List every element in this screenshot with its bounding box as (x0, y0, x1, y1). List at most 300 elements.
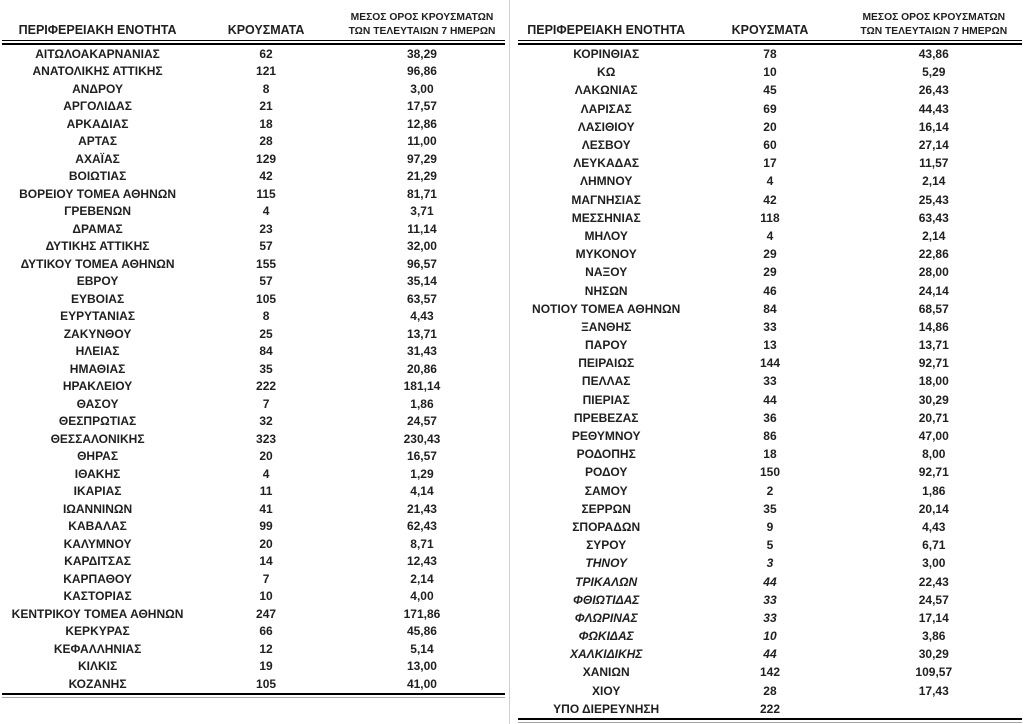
cases-cell: 155 (256, 256, 277, 271)
avg-cell: 96,57 (406, 256, 437, 271)
avg-cell: 45,86 (406, 624, 437, 639)
table-row (2, 395, 505, 413)
avg-cell: 4,00 (410, 589, 434, 604)
avg-cell: 21,43 (406, 501, 437, 516)
avg-cell: 62,43 (406, 519, 437, 534)
table-row (2, 255, 505, 273)
region-cell: ΕΥΡΥΤΑΝΙΑΣ (60, 309, 136, 324)
cases-cell: 10 (763, 65, 777, 80)
region-cell: ΙΩΑΝΝΙΝΩΝ (62, 501, 133, 516)
table-row (518, 100, 1022, 118)
table-row (518, 536, 1022, 554)
column-header-cases: ΚΡΟΥΣΜΑΤΑ (227, 23, 305, 38)
cases-cell: 86 (763, 429, 777, 444)
region-cell: ΦΩΚΙΔΑΣ (578, 629, 634, 644)
region-cell: ΜΗΛΟΥ (584, 228, 628, 243)
cases-cell: 19 (259, 659, 273, 674)
table-row (518, 391, 1022, 409)
table-row (518, 336, 1022, 354)
region-cell: ΚΑΛΥΜΝΟΥ (63, 536, 132, 551)
table-row (518, 409, 1022, 427)
region-cell: ΛΑΚΩΝΙΑΣ (574, 83, 638, 98)
cases-cell: 10 (259, 589, 273, 604)
cases-cell: 45 (763, 83, 777, 98)
cases-cell: 105 (256, 291, 277, 306)
table-row (518, 554, 1022, 572)
avg-cell: 12,43 (406, 554, 437, 569)
table-row (2, 623, 505, 641)
avg-cell: 32,00 (406, 239, 437, 254)
avg-cell: 12,86 (406, 116, 437, 131)
avg-cell: 30,29 (918, 392, 949, 407)
table-row (518, 372, 1022, 390)
region-cell: ΚΩ (597, 65, 616, 80)
region-cell: ΠΕΛΛΑΣ (581, 374, 631, 389)
cases-cell: 66 (259, 624, 273, 639)
region-cell: ΜΑΓΝΗΣΙΑΣ (571, 192, 641, 207)
table-row (518, 700, 1022, 718)
region-cell: ΛΕΣΒΟΥ (581, 138, 631, 153)
region-cell: ΒΟΡΕΙΟΥ ΤΟΜΕΑ ΑΘΗΝΩΝ (19, 186, 177, 201)
cases-cell: 36 (763, 410, 777, 425)
region-cell: ΔΥΤΙΚΗΣ ΑΤΤΙΚΗΣ (45, 239, 150, 254)
cases-cell: 323 (256, 431, 277, 446)
avg-cell: 92,71 (918, 356, 949, 371)
avg-cell: 20,71 (918, 410, 949, 425)
cases-cell: 44 (763, 574, 777, 589)
table-row (2, 675, 505, 693)
table-row (2, 45, 505, 63)
cases-cell: 41 (259, 501, 273, 516)
cases-cell: 35 (259, 361, 273, 376)
cases-cell: 10 (763, 629, 777, 644)
table-row (2, 553, 505, 571)
avg-cell: 2,14 (922, 174, 946, 189)
region-cell: ΝΑΞΟΥ (585, 265, 628, 280)
avg-cell: 25,43 (918, 192, 949, 207)
avg-cell: 16,57 (406, 449, 437, 464)
region-cell: ΒΟΙΩΤΙΑΣ (68, 169, 127, 184)
avg-cell: 2,14 (410, 571, 434, 586)
cases-cell: 60 (763, 138, 777, 153)
table-row (518, 318, 1022, 336)
region-cell: ΠΡΕΒΕΖΑΣ (573, 410, 639, 425)
region-cell: ΓΡΕΒΕΝΩΝ (64, 204, 131, 219)
cases-cell: 150 (759, 465, 780, 480)
region-cell: ΠΙΕΡΙΑΣ (582, 392, 630, 407)
avg-cell: 1,29 (410, 466, 434, 481)
table-row (518, 663, 1022, 681)
avg-cell: 11,00 (407, 134, 437, 149)
table-row (2, 185, 505, 203)
region-cell: ΘΗΡΑΣ (77, 449, 119, 464)
table-row (518, 136, 1022, 154)
avg-cell: 17,57 (406, 99, 437, 114)
cases-cell: 84 (763, 301, 777, 316)
table-row (518, 518, 1022, 536)
avg-cell: 16,14 (918, 119, 949, 134)
table-row (2, 658, 505, 676)
column-header-region: ΠΕΡΙΦΕΡΕΙΑΚΗ ΕΝΟΤΗΤΑ (527, 23, 686, 38)
table-row (2, 220, 505, 238)
region-cell: ΚΕΦΑΛΛΗΝΙΑΣ (53, 641, 142, 656)
table-bottom-rule (2, 693, 505, 698)
cases-cell: 33 (763, 374, 777, 389)
region-cell: ΘΕΣΣΑΛΟΝΙΚΗΣ (50, 431, 145, 446)
avg-cell: 2,14 (922, 228, 946, 243)
region-cell: ΛΗΜΝΟΥ (580, 174, 633, 189)
table-row (2, 360, 505, 378)
avg-cell: 4,43 (410, 309, 434, 324)
cases-cell: 32 (259, 414, 273, 429)
region-cell: ΙΘΑΚΗΣ (74, 466, 121, 481)
region-cell: ΚΑΣΤΟΡΙΑΣ (63, 589, 132, 604)
table-row (518, 572, 1022, 590)
region-cell: ΜΕΣΣΗΝΙΑΣ (571, 210, 641, 225)
region-cell: ΚΕΡΚΥΡΑΣ (65, 624, 130, 639)
table-row (518, 682, 1022, 700)
avg-cell: 18,00 (918, 374, 949, 389)
table-row (518, 427, 1022, 445)
cases-cell: 18 (259, 116, 273, 131)
table-header-row (518, 4, 1022, 40)
avg-cell: 97,29 (406, 151, 437, 166)
table-row (2, 168, 505, 186)
table-body (2, 45, 505, 693)
region-cell: ΑΧΑΪΑΣ (75, 151, 120, 166)
cases-cell: 20 (259, 449, 273, 464)
table-row (518, 500, 1022, 518)
table-row (518, 245, 1022, 263)
cases-cell: 247 (256, 606, 277, 621)
region-cell: ΧΑΝΙΩΝ (582, 665, 630, 680)
cases-cell: 25 (259, 326, 273, 341)
cases-cell: 42 (763, 192, 777, 207)
avg-cell: 14,86 (918, 319, 949, 334)
region-cell: ΚΟΖΑΝΗΣ (68, 676, 127, 691)
table-row (2, 150, 505, 168)
table-row (518, 354, 1022, 372)
region-cell: ΘΑΣΟΥ (76, 396, 119, 411)
region-cell: ΗΛΕΙΑΣ (75, 344, 120, 359)
table-row (2, 63, 505, 81)
regional-cases-table-right (518, 4, 1022, 723)
region-cell: ΙΚΑΡΙΑΣ (73, 484, 122, 499)
region-cell: ΚΑΡΔΙΤΣΑΣ (64, 554, 131, 569)
table-row (2, 115, 505, 133)
avg-cell: 24,57 (918, 592, 949, 607)
region-cell: ΚΕΝΤΡΙΚΟΥ ΤΟΜΕΑ ΑΘΗΝΩΝ (11, 606, 184, 621)
cases-cell: 35 (763, 501, 777, 516)
cases-cell: 222 (759, 701, 780, 716)
region-cell: ΑΡΓΟΛΙΔΑΣ (63, 99, 132, 114)
region-cell: ΣΥΡΟΥ (586, 538, 627, 553)
cases-cell: 28 (763, 683, 777, 698)
cases-cell: 17 (763, 156, 777, 171)
region-cell: ΑΡΤΑΣ (78, 134, 118, 149)
cases-cell: 14 (259, 554, 273, 569)
region-cell: ΘΕΣΠΡΩΤΙΑΣ (58, 414, 137, 429)
cases-cell: 84 (259, 344, 273, 359)
table-row (518, 281, 1022, 299)
cases-cell: 20 (763, 119, 777, 134)
column-header-7day-average-line1: ΜΕΣΟΣ ΟΡΟΣ ΚΡΟΥΣΜΑΤΩΝ (862, 12, 1006, 24)
region-cell: ΠΕΙΡΑΙΩΣ (578, 356, 635, 371)
region-cell: ΛΑΡΙΣΑΣ (580, 101, 632, 116)
table-row (2, 448, 505, 466)
table-row (518, 154, 1022, 172)
table-row (518, 609, 1022, 627)
avg-cell: 11,57 (919, 156, 949, 171)
table-row (2, 203, 505, 221)
avg-cell: 5,14 (410, 641, 434, 656)
avg-cell: 171,86 (403, 606, 441, 621)
avg-cell: 35,14 (406, 274, 437, 289)
region-cell: ΑΝΑΤΟΛΙΚΗΣ ΑΤΤΙΚΗΣ (32, 64, 163, 79)
cases-cell: 11 (259, 484, 273, 499)
region-cell: ΥΠΟ ΔΙΕΡΕΥΝΗΣΗ (553, 701, 660, 716)
avg-cell: 5,29 (922, 65, 946, 80)
region-cell: ΞΑΝΘΗΣ (581, 319, 632, 334)
column-header-cases: ΚΡΟΥΣΜΑΤΑ (731, 23, 809, 38)
region-cell: ΝΟΤΙΟΥ ΤΟΜΕΑ ΑΘΗΝΩΝ (532, 301, 681, 316)
region-cell: ΤΗΝΟΥ (585, 556, 627, 571)
avg-cell: 3,00 (410, 81, 434, 96)
table-row (518, 645, 1022, 663)
region-cell: ΛΕΥΚΑΔΑΣ (573, 156, 640, 171)
avg-cell: 28,00 (918, 265, 949, 280)
region-cell: ΦΛΩΡΙΝΑΣ (574, 610, 638, 625)
table-row (518, 482, 1022, 500)
region-cell: ΑΡΚΑΔΙΑΣ (66, 116, 129, 131)
page-split-divider (509, 0, 510, 724)
region-cell: ΑΙΤΩΛΟΑΚΑΡΝΑΝΙΑΣ (35, 46, 160, 61)
table-bottom-rule (518, 718, 1022, 723)
cases-cell: 129 (256, 151, 277, 166)
table-row (2, 80, 505, 98)
cases-cell: 142 (759, 665, 780, 680)
avg-cell: 181,14 (403, 379, 441, 394)
table-row (518, 45, 1022, 63)
table-row (518, 209, 1022, 227)
cases-cell: 18 (763, 447, 777, 462)
cases-cell: 99 (259, 519, 273, 534)
cases-cell: 2 (766, 483, 774, 498)
region-cell: ΕΒΡΟΥ (76, 274, 119, 289)
table-row (518, 463, 1022, 481)
region-cell: ΔΡΑΜΑΣ (72, 221, 123, 236)
region-cell: ΧΑΛΚΙΔΙΚΗΣ (569, 647, 643, 662)
table-row (518, 445, 1022, 463)
avg-cell: 13,00 (406, 659, 437, 674)
region-cell: ΡΟΔΟΥ (585, 465, 628, 480)
table-row (2, 465, 505, 483)
region-cell: ΚΑΒΑΛΑΣ (68, 519, 127, 534)
avg-cell: 41,00 (406, 676, 437, 691)
region-cell: ΛΑΣΙΘΙΟΥ (577, 119, 635, 134)
table-row (518, 63, 1022, 81)
cases-cell: 44 (763, 392, 777, 407)
table-row (2, 325, 505, 343)
table-row (518, 118, 1022, 136)
region-cell: ΡΕΘΥΜΝΟΥ (571, 429, 641, 444)
cases-cell: 4 (766, 174, 774, 189)
avg-cell: 20,86 (406, 361, 437, 376)
cases-cell: 4 (766, 228, 774, 243)
cases-cell: 69 (763, 101, 777, 116)
table-row (2, 413, 505, 431)
region-cell: ΕΥΒΟΙΑΣ (70, 291, 125, 306)
avg-cell: 13,71 (918, 338, 949, 353)
cases-cell: 20 (259, 536, 273, 551)
table-row (2, 378, 505, 396)
table-row (518, 263, 1022, 281)
table-row (2, 290, 505, 308)
column-header-region: ΠΕΡΙΦΕΡΕΙΑΚΗ ΕΝΟΤΗΤΑ (18, 23, 177, 38)
cases-cell: 4 (262, 204, 270, 219)
avg-cell: 109,57 (915, 665, 953, 680)
region-cell: ΣΑΜΟΥ (584, 483, 628, 498)
region-cell: ΗΡΑΚΛΕΙΟΥ (62, 379, 133, 394)
cases-cell: 118 (760, 210, 780, 225)
cases-cell: 44 (763, 647, 777, 662)
table-row (2, 570, 505, 588)
column-header-7day-average (339, 11, 505, 38)
avg-cell: 230,43 (403, 431, 441, 446)
region-cell: ΧΙΟΥ (592, 683, 621, 698)
table-row (518, 172, 1022, 190)
avg-cell: 3,71 (410, 204, 434, 219)
table-row (2, 308, 505, 326)
cases-cell: 29 (763, 247, 777, 262)
avg-cell: 1,86 (410, 396, 434, 411)
region-cell: ΚΟΡΙΝΘΙΑΣ (573, 47, 640, 62)
table-row (2, 238, 505, 256)
cases-cell: 62 (259, 46, 273, 61)
cases-cell: 12 (259, 641, 273, 656)
table-row (2, 483, 505, 501)
region-cell: ΣΠΟΡΑΔΩΝ (572, 519, 641, 534)
regional-cases-table-left (2, 4, 505, 698)
table-row (518, 591, 1022, 609)
avg-cell: 17,14 (918, 610, 949, 625)
region-cell: ΤΡΙΚΑΛΩΝ (575, 574, 638, 589)
avg-cell: 1,86 (922, 483, 946, 498)
cases-cell: 42 (259, 169, 273, 184)
avg-cell: 3,00 (922, 556, 946, 571)
avg-cell: 31,43 (406, 344, 437, 359)
region-cell: ΗΜΑΘΙΑΣ (69, 361, 126, 376)
avg-cell: 68,57 (918, 301, 949, 316)
avg-cell: 43,86 (918, 47, 949, 62)
table-row (2, 588, 505, 606)
cases-cell: 33 (763, 319, 777, 334)
table-row (518, 191, 1022, 209)
avg-cell: 24,14 (918, 283, 949, 298)
cases-cell: 3 (766, 556, 774, 571)
avg-cell: 26,43 (918, 83, 949, 98)
avg-cell: 63,57 (406, 291, 437, 306)
table-row (2, 500, 505, 518)
table-body (518, 45, 1022, 718)
table-header-row (2, 4, 505, 40)
region-cell: ΖΑΚΥΝΘΟΥ (63, 326, 132, 341)
cases-cell: 78 (763, 47, 777, 62)
region-cell: ΚΑΡΠΑΘΟΥ (63, 571, 132, 586)
cases-cell: 4 (262, 466, 270, 481)
avg-cell: 22,86 (918, 247, 949, 262)
cases-cell: 57 (259, 274, 273, 289)
avg-cell: 47,00 (918, 429, 949, 444)
table-row (518, 300, 1022, 318)
avg-cell: 27,14 (918, 138, 949, 153)
avg-cell: 13,71 (406, 326, 437, 341)
column-header-7day-average-line2: ΤΩΝ ΤΕΛΕΥΤΑΙΩΝ 7 ΗΜΕΡΩΝ (348, 25, 496, 37)
avg-cell: 21,29 (406, 169, 437, 184)
cases-cell: 5 (766, 538, 774, 553)
table-row (2, 535, 505, 553)
avg-cell: 4,43 (922, 519, 946, 534)
cases-cell: 8 (262, 81, 270, 96)
table-row (2, 133, 505, 151)
table-row (2, 640, 505, 658)
avg-cell: 92,71 (918, 465, 949, 480)
cases-cell: 46 (763, 283, 777, 298)
region-cell: ΡΟΔΟΠΗΣ (576, 447, 636, 462)
region-cell: ΣΕΡΡΩΝ (581, 501, 631, 516)
cases-cell: 7 (262, 396, 270, 411)
avg-cell: 22,43 (918, 574, 949, 589)
avg-cell: 8,71 (410, 536, 434, 551)
table-row (2, 518, 505, 536)
cases-cell: 8 (262, 309, 270, 324)
table-row (518, 627, 1022, 645)
cases-cell: 13 (763, 338, 777, 353)
cases-cell: 33 (763, 610, 777, 625)
cases-cell: 33 (763, 592, 777, 607)
cases-cell: 144 (759, 356, 780, 371)
avg-cell: 96,86 (406, 64, 437, 79)
region-cell: ΚΙΛΚΙΣ (77, 659, 118, 674)
table-row (2, 605, 505, 623)
region-cell: ΦΘΙΩΤΙΔΑΣ (573, 592, 640, 607)
region-cell: ΜΥΚΟΝΟΥ (575, 247, 637, 262)
cases-cell: 105 (256, 676, 277, 691)
table-row (2, 430, 505, 448)
avg-cell: 8,00 (922, 447, 946, 462)
cases-cell: 28 (259, 134, 273, 149)
region-cell: ΑΝΔΡΟΥ (72, 81, 124, 96)
avg-cell: 24,57 (406, 414, 437, 429)
region-cell: ΠΑΡΟΥ (585, 338, 628, 353)
avg-cell: 20,14 (918, 501, 949, 516)
cases-cell: 57 (259, 239, 273, 254)
cases-cell: 222 (256, 379, 277, 394)
avg-cell: 6,71 (922, 538, 946, 553)
cases-cell: 23 (259, 221, 273, 236)
cases-cell: 21 (259, 99, 273, 114)
avg-cell: 30,29 (918, 647, 949, 662)
avg-cell: 11,14 (407, 221, 437, 236)
table-row (2, 273, 505, 291)
column-header-7day-average-line1: ΜΕΣΟΣ ΟΡΟΣ ΚΡΟΥΣΜΑΤΩΝ (350, 12, 494, 24)
table-row (2, 98, 505, 116)
avg-cell: 4,14 (410, 484, 434, 499)
region-cell: ΔΥΤΙΚΟΥ ΤΟΜΕΑ ΑΘΗΝΩΝ (20, 256, 175, 271)
table-row (518, 81, 1022, 99)
cases-cell: 9 (766, 519, 774, 534)
avg-cell: 63,43 (918, 210, 949, 225)
